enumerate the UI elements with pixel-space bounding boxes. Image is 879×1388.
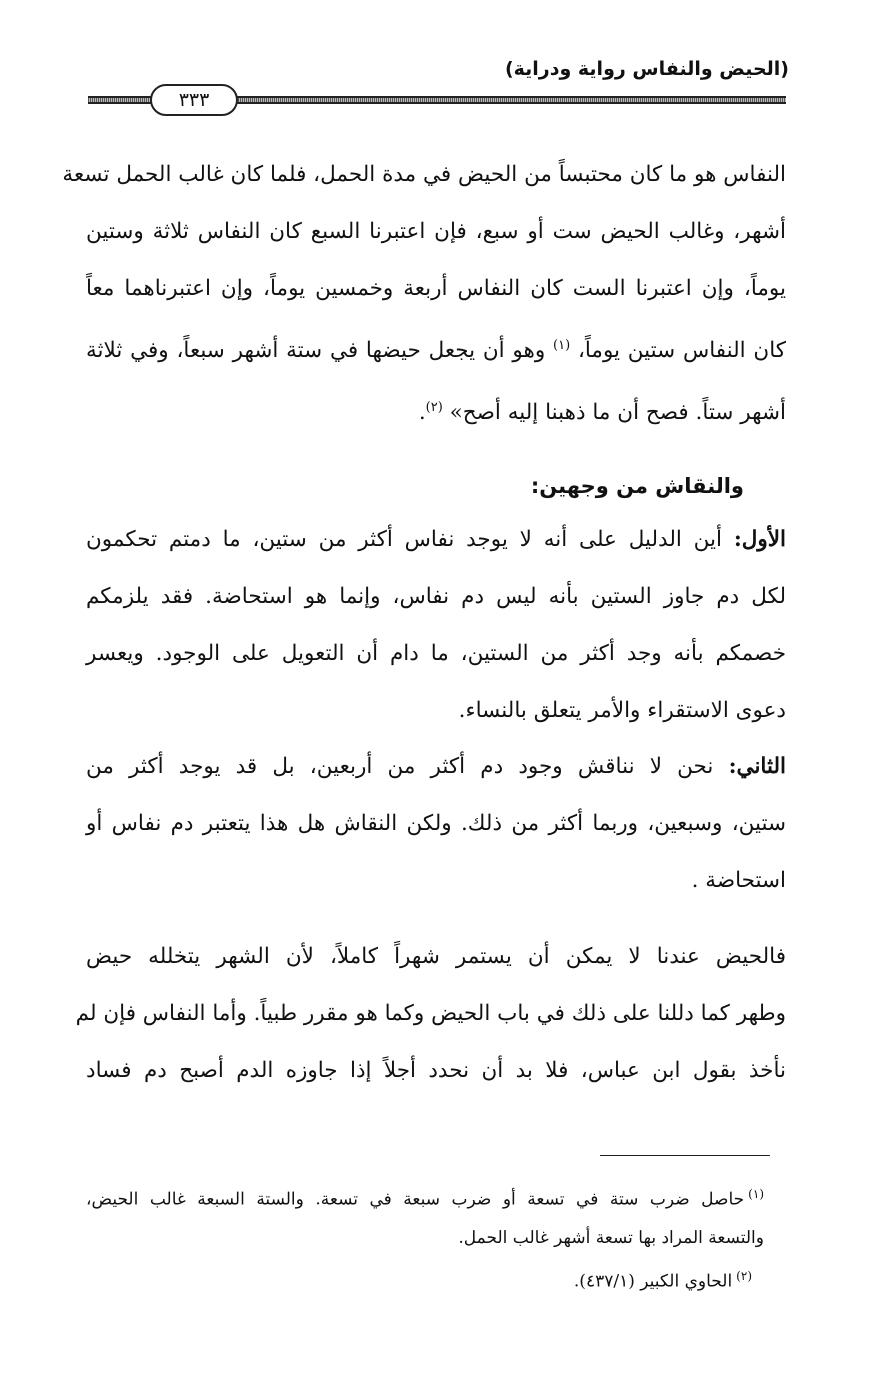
footnote-text: حاصل ضرب ستة في تسعة أو ضرب سبعة في تسعة. والستة السبعة غالب الحيض، xyxy=(86,1189,745,1210)
text-segment: كان النفاس ستين يوماً، xyxy=(577,338,786,364)
text-line: استحاضة . xyxy=(691,868,786,893)
page-number: ٣٣٣ xyxy=(150,84,238,116)
point-label: الأول: xyxy=(733,527,786,552)
text-line: لكل دم جاوز الستين بأنه ليس دم نفاس، وإنما هو استحاضة. فقد يلزمكم xyxy=(86,584,786,609)
paragraph-second-point xyxy=(86,738,786,909)
running-title: (الحيض والنفاس رواية ودراية) xyxy=(504,58,789,80)
footnotes xyxy=(86,1175,764,1300)
text-line: ستين، وسبعين، وربما أكثر من ذلك. ولكن النقاش هل هذا يتعتبر دم نفاس أو xyxy=(86,811,786,836)
text-line: وطهر كما دللنا على ذلك في باب الحيض وكما هو مقرر طبياً. وأما النفاس فإن لم xyxy=(75,1001,786,1026)
footnote-marker: (١) xyxy=(553,338,571,353)
point-label: الثاني: xyxy=(728,754,786,779)
footnote-marker: (٢) xyxy=(425,400,443,416)
footnote-separator xyxy=(600,1155,770,1156)
text-line: نأخذ بقول ابن عباس، فلا بد أن نحدد أجلاً إذا جاوزه الدم أصبح دم فساد xyxy=(86,1058,786,1083)
footnote-line xyxy=(86,1175,764,1219)
text-segment: أشهر ستاً. فصح أن ما ذهبنا إليه أصح» xyxy=(449,400,786,426)
text-line: النفاس هو ما كان محتبساً من الحيض في مدة الحمل، فلما كان غالب الحمل تسعة xyxy=(62,162,786,187)
footnote-number: (٢) xyxy=(736,1268,752,1283)
text-line: فالحيض عندنا لا يمكن أن يستمر شهراً كاملاً، لأن الشهر يتخلله حيض xyxy=(86,944,786,969)
text-segment: أين الدليل على أنه لا يوجد نفاس أكثر من ستين، ما دمتم تحكمون xyxy=(86,527,722,552)
text-segment: . xyxy=(418,400,426,426)
section-heading-block xyxy=(86,466,786,506)
text-line: أشهر، وغالب الحيض ست أو سبع، فإن اعتبرنا السبع كان النفاس ثلاثة وستين xyxy=(86,219,786,244)
text-line xyxy=(86,379,786,441)
paragraph-menstruation xyxy=(75,928,786,1099)
text-segment: نحن لا نناقش وجود دم أكثر من أربعين، بل قد يوجد أكثر من xyxy=(86,754,714,779)
text-line xyxy=(86,317,786,379)
section-heading: والنقاش من وجهين: xyxy=(530,474,744,498)
footnote-text: الحاوي الكبير (٤٣٧/١). xyxy=(573,1271,733,1292)
paragraph-first-point xyxy=(86,511,786,739)
text-line: يوماً، وإن اعتبرنا الست كان النفاس أربعة وخمسين يوماً، وإن اعتبرناهما معاً xyxy=(86,276,786,301)
text-line: خصمكم بأنه وجد أكثر من الستين، ما دام أن التعويل على الوجود. ويعسر xyxy=(86,641,786,666)
footnote-line: والتسعة المراد بها تسعة أشهر غالب الحمل. xyxy=(458,1227,764,1248)
paragraph-intro xyxy=(62,146,786,441)
text-segment: وهو أن يجعل حيضها في ستة أشهر سبعاً، وفي ثلاثة xyxy=(86,338,546,364)
footnote-line xyxy=(86,1257,764,1301)
text-line xyxy=(86,738,786,795)
text-line xyxy=(86,511,786,568)
text-line: دعوى الاستقراء والأمر يتعلق بالنساء. xyxy=(458,698,786,723)
footnote-number: (١) xyxy=(748,1187,764,1201)
